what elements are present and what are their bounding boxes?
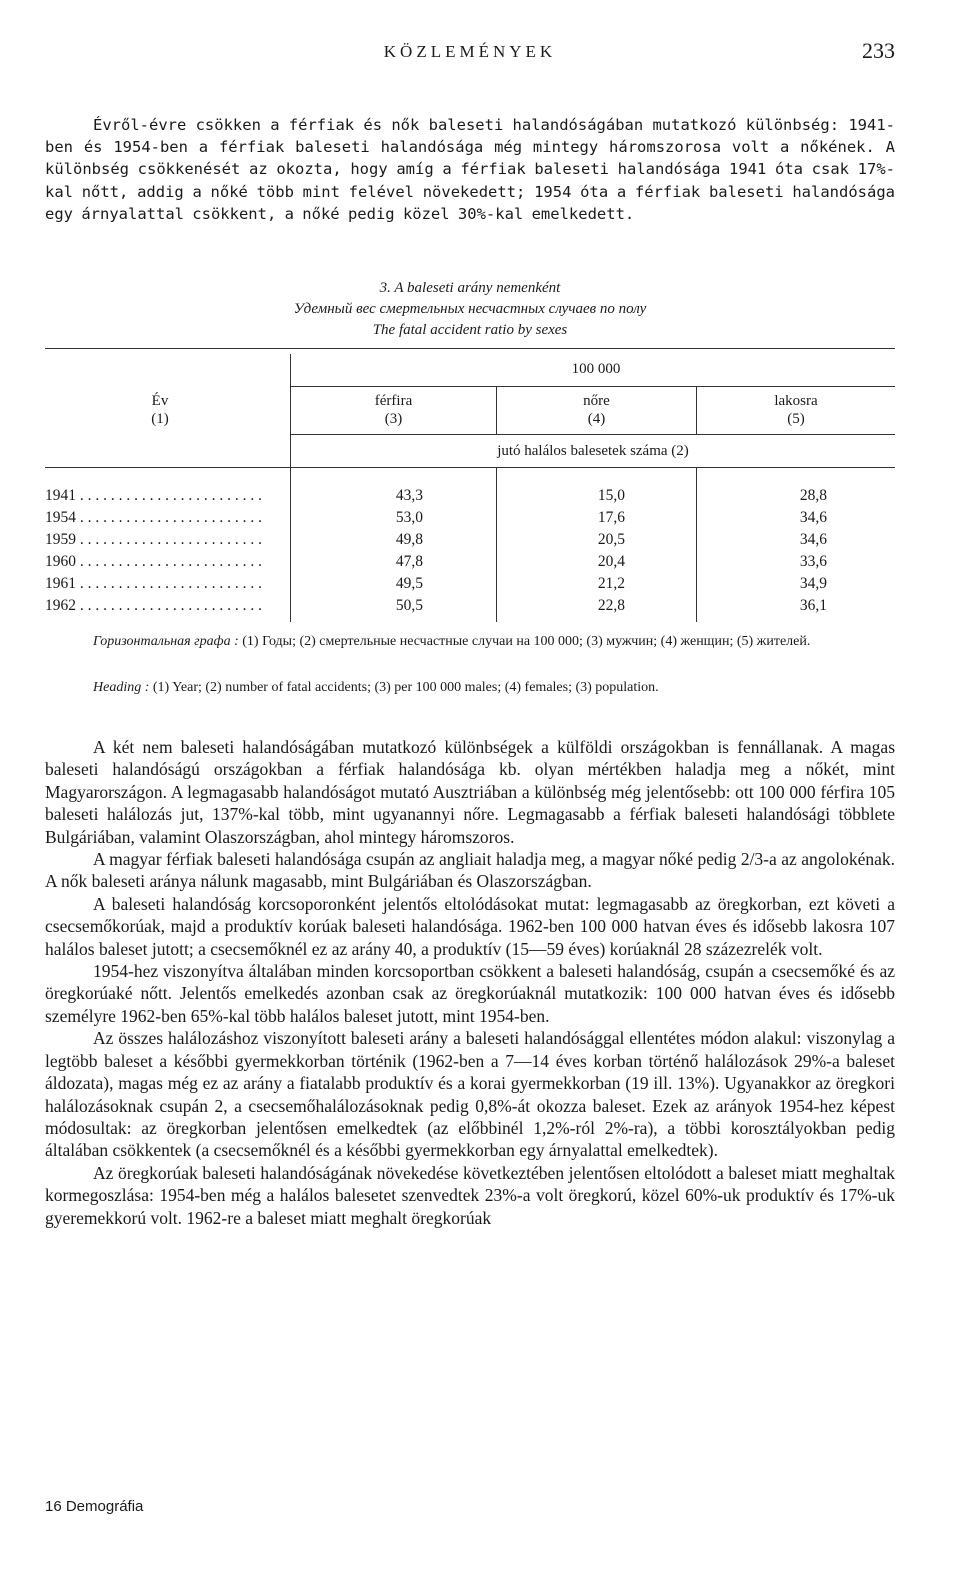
row-female-value: 15,0 <box>597 487 625 504</box>
header-year-label: Év <box>151 393 169 409</box>
row-year: 1962 . . . . . . . . . . . . . . . . . . . . . . . . <box>45 597 262 614</box>
header-population-label: lakosra <box>774 393 818 409</box>
female-body-divider <box>696 468 697 622</box>
table-header-bottom-rule <box>45 467 895 468</box>
header-male-label: férfira <box>374 393 413 409</box>
row-male-value: 49,8 <box>395 531 423 548</box>
legend-en-text: (1) Year; (2) number of fatal accidents; (3) per 100 000 males; (4) females; (3) population. <box>152 680 659 695</box>
table-caption <box>45 278 895 341</box>
header-female <box>497 392 696 428</box>
accident-ratio-table <box>45 348 895 628</box>
male-body-divider <box>496 468 497 622</box>
header-year-number: (1) <box>151 411 169 427</box>
legend-ru-label: Горизонтальная графа : <box>93 634 239 649</box>
running-title: KÖZLEMÉNYEK <box>383 42 557 61</box>
row-male-value: 43,3 <box>395 487 423 504</box>
row-population-value: 28,8 <box>799 487 827 504</box>
signature-mark: 16 Demográfia <box>45 1498 144 1515</box>
body-paragraph: A két nem baleseti halandóságában mutatkozó különbségek a külföldi országokban is fennállanak. A magas baleseti halandóságú országokban a férfiak halandósága kb. olyan mértékben haladja meg a nőkét, mint Magyarországon. A legmagasabb halandóságot mutató Ausztriában a különbség még jelentősebb: ott 100 000 férfira 105 baleseti halálozás jut, 137%-kal több, mint ugyanannyi nőre. Legmagasabb a férfiak baleseti halandósági többlete Bulgáriában, valamint Olaszországban, ahol mintegy háromszoros. <box>45 737 895 847</box>
document-page <box>45 0 895 1577</box>
header-female-number: (4) <box>587 411 606 427</box>
row-year: 1954 . . . . . . . . . . . . . . . . . . . . . . . . <box>45 509 262 526</box>
table-caption-en: The fatal accident ratio by sexes <box>372 322 568 338</box>
table-top-rule <box>45 348 895 349</box>
row-population-value: 34,6 <box>799 531 827 548</box>
body-paragraph: A baleseti halandóság korcsoporonként jelentős eltolódásokat mutat: legmagasabb az öregkorban, ezt követi a csecsemőkorúak, majd a produktív korúak baleseti halandósága. 1962-ben 100 000 hatvan éves és idősebb lakosra 107 halálos baleset jutott; a csecsemőknél ez az arány 40, a produktív (15—59 éves) korúaknál 28 százezrelék volt. <box>45 893 895 959</box>
row-year: 1959 . . . . . . . . . . . . . . . . . . . . . . . . <box>45 531 262 548</box>
body-paragraph: A magyar férfiak baleseti halandósága csupán az angliait haladja meg, a magyar nőké pedig 2/3-a az angolokénak. A nők baleseti aránya nálunk magasabb, mint Bulgáriában és Olaszországban. <box>45 849 895 892</box>
table-legend-en <box>45 678 895 698</box>
row-female-value: 22,8 <box>597 597 625 614</box>
header-year <box>135 392 185 428</box>
intro-paragraph: Évről-évre csökken a férfiak és nők baleseti halandóságában mutatkozó különbség: 1941-ben és 1954-ben a férfiak baleseti halandósága még mintegy háromszorosa volt a nőkének. A különbség csökkenését az okozta, hogy amíg a férfiak baleseti halandósága 1941 óta csak 17%-kal nőtt, addig a nőké több mint felével növekedett; 1954 óta a férfiak baleseti halandósága egy árnyalattal csökkent, a nőké pedig közel 30%-kal emelkedett. <box>45 116 895 223</box>
row-year: 1941 . . . . . . . . . . . . . . . . . . . . . . . . <box>45 487 262 504</box>
row-female-value: 20,5 <box>597 531 625 548</box>
header-male <box>291 392 496 428</box>
row-female-value: 17,6 <box>597 509 625 526</box>
row-year: 1960 . . . . . . . . . . . . . . . . . . . . . . . . <box>45 553 262 570</box>
body-paragraph: 1954-hez viszonyítva általában minden korcsoportban csökkent a baleseti halandóság, csupán a csecsemőké és az öregkorúaké nőtt. Jelentős emelkedés azonban csak az öregkorúaknál mutatkozik: 100 000 hatvan éves és idősebb személyre 1962-ben 65%-kal több halálos baleset jutott, mint 1954-ben. <box>45 961 895 1026</box>
table-legend-ru <box>45 632 895 652</box>
legend-ru-text: (1) Годы; (2) смертельные несчастные случаи на 100 000; (3) мужчин; (4) женщин; (5) жителей. <box>242 634 811 649</box>
body-text <box>45 736 895 1229</box>
header-population <box>697 392 895 428</box>
row-population-value: 34,6 <box>799 509 827 526</box>
header-population-number: (5) <box>787 411 805 427</box>
body-paragraph: Az öregkorúak baleseti halandóságának növekedése következtében jelentősen eltolódott a baleset miatt meghaltak kormegoszlása: 1954-ben még a halálos balesetet szenvedtek 23%-a volt öregkorú, közel 60%-uk produktív és 17%-uk gyeremekkorú volt. 1962-re a baleset miatt meghalt öregkorúak <box>45 1162 895 1228</box>
row-female-value: 20,4 <box>597 553 625 570</box>
row-male-value: 47,8 <box>395 553 423 570</box>
body-paragraph: Az összes halálozáshoz viszonyított baleseti arány a baleseti halandósággal ellentétes módon alakul: viszonylag a legtöbb baleset a későbbi gyermekkorban történik (1962-ben a 7—14 éves korban történő halálozások 29%-a baleset áldozata), magas még ez az arány a fiatalabb produktív és a korai gyermekkorban (19 ill. 13%). Ugyanakkor az öregkori halálozásoknak csupán 2, a csecsemőhalálozásoknak pedig 0,8%-át okozza baleset. Ezek az arányok 1954-hez képest módosultak: az öregkorban jelentősen emelkedtek (az előbbinél 1,2%-ról 2%-ra), a többi korosztályokban pedig általában csökkentek (a csecsemőknél és a későbbi gyermekkorban egy árnyalattal emelkedtek). <box>45 1028 895 1161</box>
row-male-value: 50,5 <box>395 597 423 614</box>
header-bottom-label: jutó halálos balesetek száma (2) <box>497 443 689 459</box>
header-female-label: nőre <box>583 393 610 409</box>
group-header-rule <box>290 386 895 387</box>
row-male-value: 49,5 <box>395 575 423 592</box>
header-group: 100 000 <box>571 361 621 377</box>
row-female-value: 21,2 <box>597 575 625 592</box>
intro-paragraph-block <box>45 114 895 225</box>
row-population-value: 34,9 <box>799 575 827 592</box>
row-population-value: 33,6 <box>799 553 827 570</box>
table-caption-ru: Удемный вес смертельных несчастных случаев по полу <box>293 301 647 317</box>
row-male-value: 53,0 <box>395 509 423 526</box>
header-male-number: (3) <box>384 411 403 427</box>
row-year: 1961 . . . . . . . . . . . . . . . . . . . . . . . . <box>45 575 262 592</box>
page-number: 233 <box>862 38 895 63</box>
subheader-rule <box>290 434 895 435</box>
running-head <box>45 38 895 70</box>
legend-en-label: Heading : <box>93 680 150 695</box>
row-population-value: 36,1 <box>799 597 827 614</box>
table-caption-hu: 3. A baleseti arány nemenként <box>379 280 561 296</box>
